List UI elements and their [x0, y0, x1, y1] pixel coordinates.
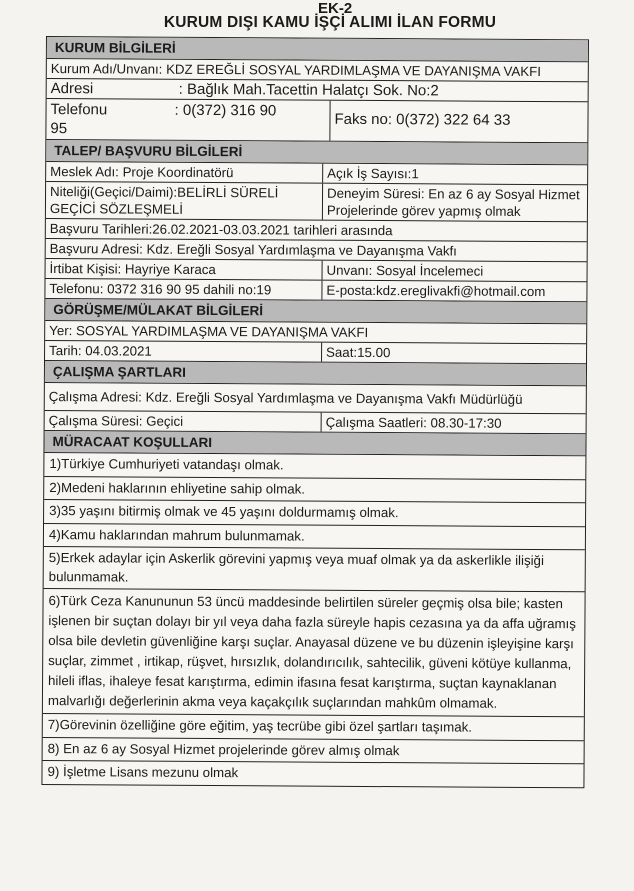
- interview-time: Saat:15.00: [321, 343, 586, 364]
- open-positions: Açık İş Sayısı:1: [322, 164, 587, 185]
- contact-email: E-posta:kdz.ereglivakfi@hotmail.com: [321, 281, 586, 302]
- condition-item: 7)Görevinin özelliğine göre eğitim, yaş tecrübe gibi özel şartları taşımak.: [47, 717, 473, 735]
- work-address: Çalışma Adresi: Kdz. Ereğli Sosyal Yardımlaşma ve Dayanışma Vakfı Müdürlüğü: [48, 389, 523, 407]
- profession-name: Meslek Adı: Proje Koordinatörü: [50, 164, 234, 181]
- phone-value: : 0(372) 316 90: [174, 101, 277, 120]
- condition-item: 2)Medeni haklarının ehliyetine sahip olmak.: [49, 479, 306, 497]
- address-label: Adresi: [50, 80, 94, 98]
- section-calisma: ÇALIŞMA ŞARTLARI: [45, 361, 586, 385]
- condition-item: 6)Türk Ceza Kanununun 53 üncü maddesinde belirtilen süreler geçmiş olsa bile; kasten işlenen bir suçtan dolayı bir yıl veya daha fazla süreyle hapis cezasına ya da affa uğramış olsa bile devletin güvenliğine karşı suçlar. Anayasal düzene ve bu düzenin işleyişine karşı suçlar, zimmet , irtikap, rüşvet, hırsızlık, dolandırıcılık, sahtecilik, güveni kötüye kullanma, hileli iflas, ihaleye fesat karıştırma, edimin ifasına fesat karıştırma, suçtan kaynaklanan malvarlığı değerlerinin akma veya kaçakçılık suçlarından mahkûm olmamak.: [47, 593, 576, 711]
- form-title: KURUM DIŞI KAMU İŞÇİ ALIMI İLAN FORMU: [163, 14, 497, 31]
- work-duration: Çalışma Süresi: Geçici: [48, 413, 184, 429]
- interview-date: Tarih: 04.03.2021: [49, 343, 152, 359]
- condition-item: 4)Kamu haklarından mahrum bulunmamak.: [48, 526, 305, 544]
- work-hours: Çalışma Saatleri: 08.30-17:30: [321, 413, 586, 434]
- condition-item: 3)35 yaşını bitirmiş olmak ve 45 yaşını doldurmamış olmak.: [49, 503, 399, 521]
- section-kurum: KURUM BİLGİLERİ: [47, 37, 588, 61]
- section-talep: TALEP/ BAŞVURU BİLGİLERİ: [46, 140, 587, 164]
- application-address: Başvuru Adresi: Kdz. Ereğli Sosyal Yardımlaşma ve Dayanışma Vakfı: [49, 241, 457, 259]
- fax-number: Faks no: 0(372) 322 64 33: [329, 101, 587, 143]
- announcement-form: [41, 36, 589, 788]
- contact-phone: Telefonu: 0372 316 90 95 dahili no:19: [49, 281, 272, 298]
- application-dates: Başvuru Tarihleri:26.02.2021-03.03.2021 tarihleri arasında: [49, 221, 393, 239]
- address-value: : Bağlık Mah.Tacettin Halatçı Sok. No:2: [178, 80, 439, 100]
- interview-location: Yer: SOSYAL YARDIMLAŞMA VE DAYANIŞMA VAKFI: [49, 323, 369, 340]
- position-type: Niteliği(Geçici/Daimi):BELİRLİ SÜRELİ GEÇİCİ SÖZLEŞMELİ: [49, 184, 279, 217]
- section-muracaat: MÜRACAAT KOŞULLARI: [44, 431, 585, 455]
- contact-title: Unvanı: Sosyal İncelemeci: [322, 261, 587, 282]
- condition-item: 5)Erkek adaylar için Askerlik görevini yapmış veya muaf olmak ya da askerlikle ilişiği bulunmamak.: [48, 550, 544, 585]
- experience-requirement: Deneyim Süresi: En az 6 ay Sosyal Hizmet Projelerinde görev yapmış olmak: [322, 184, 587, 222]
- phone-label: Telefonu: [50, 101, 108, 119]
- condition-item: 1)Türkiye Cumhuriyeti vatandaşı olmak.: [49, 456, 284, 473]
- section-gorusme: GÖRÜŞME/MÜLAKAT BİLGİLERİ: [45, 299, 586, 323]
- institution-name: Kurum Adı/Unvanı: KDZ EREĞLİ SOSYAL YARDIMLAŞMA VE DAYANIŞMA VAKFI: [50, 61, 542, 80]
- phone-continued: 95: [50, 120, 68, 138]
- annex-label: EK-2: [318, 0, 353, 17]
- condition-item: 8) En az 6 ay Sosyal Hizmet projelerinde görev almış olmak: [47, 740, 400, 758]
- contact-person: İrtibat Kişisi: Hayriye Karaca: [49, 261, 216, 278]
- phone-cell: [46, 99, 329, 141]
- condition-item: 9) İşletme Lisans mezunu olmak: [47, 764, 239, 781]
